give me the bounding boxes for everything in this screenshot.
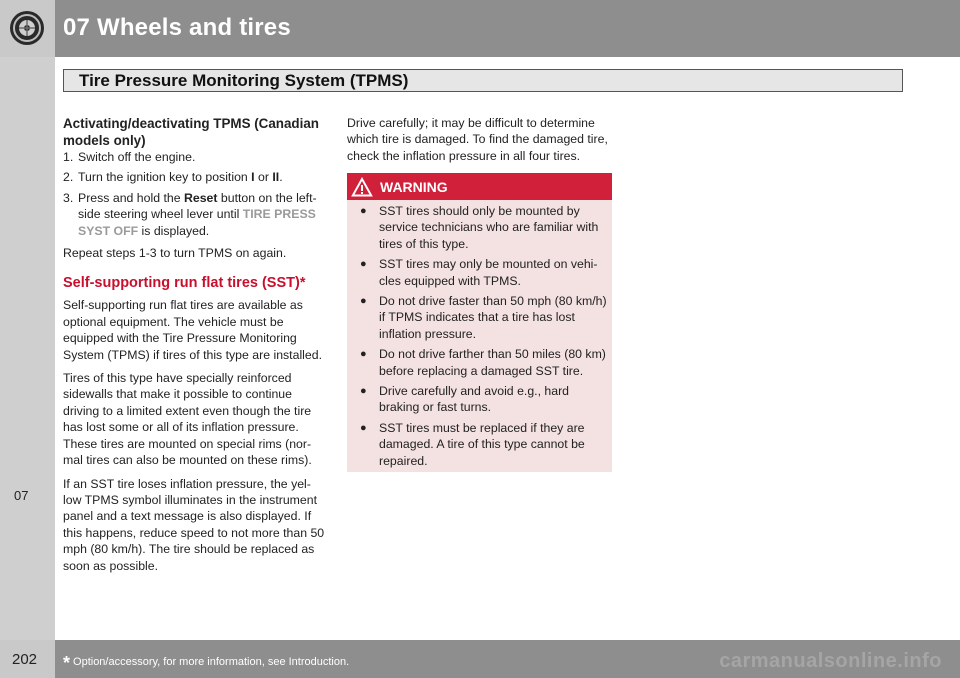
warning-text: SST tires may only be mounted on vehi-cles equipped with TPMS. bbox=[379, 257, 598, 288]
reset-label: Reset bbox=[183, 190, 218, 205]
warning-text: SST tires should only be mounted by service technicians who are familiar with tires of this type. bbox=[379, 204, 599, 251]
step-text: Turn the ignition key to position bbox=[78, 170, 252, 185]
bullet: ● bbox=[360, 258, 367, 271]
paragraph: Drive carefully; it may be difficult to determine which tire is damaged. To find the damaged tire, check the inflation pressure in all four tires. bbox=[347, 116, 608, 163]
asterisk: * bbox=[63, 653, 71, 673]
tire-icon bbox=[8, 9, 46, 47]
list-item bbox=[357, 293, 607, 342]
bullet: ● bbox=[360, 348, 367, 361]
warning-text: Do not drive faster than 50 mph (80 km/h) if TPMS indicates that a tire has lost inflation pressure. bbox=[379, 294, 607, 341]
bullet: ● bbox=[360, 205, 367, 217]
warning-text: Do not drive farther than 50 miles (80 km) before replacing a damaged SST tire. bbox=[379, 347, 606, 378]
step-number: 3. bbox=[63, 190, 74, 205]
watermark: carmanualsonline.info bbox=[719, 650, 942, 672]
step-text: or bbox=[254, 170, 273, 185]
warning-text: Drive carefully and avoid e.g., hard braking or fast turns. bbox=[379, 384, 570, 415]
step-text: Switch off the engine. bbox=[78, 150, 196, 164]
step-number: 1. bbox=[63, 150, 74, 164]
warning-title: WARNING bbox=[380, 179, 448, 195]
step-list bbox=[63, 149, 325, 239]
column-left bbox=[63, 115, 325, 581]
column-right bbox=[347, 115, 615, 171]
warning-list bbox=[357, 203, 607, 473]
footer-note-text: Option/accessory, for more information, see Introduction. bbox=[73, 656, 350, 668]
section-title: Tire Pressure Monitoring System (TPMS) bbox=[79, 71, 409, 90]
list-item bbox=[357, 203, 607, 252]
bullet: ● bbox=[360, 385, 367, 398]
warning-text: SST tires must be replaced if they are damaged. A tire of this type cannot be repaired. bbox=[379, 420, 585, 468]
chapter-icon-box bbox=[0, 0, 55, 57]
list-item bbox=[357, 383, 607, 416]
paragraph: Self-supporting run flat tires are available as optional equipment. The vehicle must be equipped with the Tire Pressure Monitoring System (TPMS) if tires of this type are installed. bbox=[63, 298, 322, 362]
side-chapter-number: 07 bbox=[14, 488, 29, 503]
warning-triangle-icon bbox=[351, 177, 373, 197]
list-item bbox=[357, 346, 607, 379]
step-number: 2. bbox=[63, 170, 74, 185]
bullet: ● bbox=[360, 421, 367, 434]
list-item bbox=[357, 420, 607, 469]
list-item bbox=[357, 256, 607, 289]
list-item bbox=[63, 149, 325, 165]
list-item bbox=[63, 190, 325, 239]
repeat-text: Repeat steps 1-3 to turn TPMS on again. bbox=[63, 246, 287, 261]
page-number: 202 bbox=[12, 651, 38, 668]
chapter-title: 07 Wheels and tires bbox=[63, 14, 291, 41]
paragraph: If an SST tire loses inflation pressure, the yel-low TPMS symbol illuminates in the instrument panel and a text message is also displayed. If this happens, reduce speed to not more than 50 mph (80 km/h). The tire should be replaced as soon as possible. bbox=[63, 476, 325, 573]
warning-box bbox=[347, 173, 612, 472]
tpms-activation-heading: Activating/deactivating TPMS (Canadian models only) bbox=[63, 116, 319, 148]
display-message: TIRE PRESS SYST OFF bbox=[78, 207, 316, 238]
bullet: ● bbox=[360, 295, 367, 308]
step-text: . bbox=[279, 170, 283, 185]
paragraph: Tires of this type have specially reinforced sidewalls that make it possible to continue driving to a limited extent even though the tire has lost some or all of its inflation pressure. These tires are mounted on special rims (nor-mal tires can also be mounted on these rims). bbox=[63, 371, 312, 468]
position-label: I bbox=[251, 170, 255, 185]
side-tab bbox=[0, 57, 55, 640]
list-item bbox=[63, 169, 325, 185]
step-text: button on the left-side steering wheel lever until bbox=[78, 190, 317, 222]
warning-header bbox=[347, 173, 612, 200]
sst-heading: Self-supporting run flat tires (SST)* bbox=[63, 275, 306, 292]
step-text: is displayed. bbox=[138, 223, 210, 238]
footer-note bbox=[63, 653, 349, 674]
step-text: Press and hold the bbox=[78, 190, 184, 205]
position-label: II bbox=[272, 170, 280, 185]
